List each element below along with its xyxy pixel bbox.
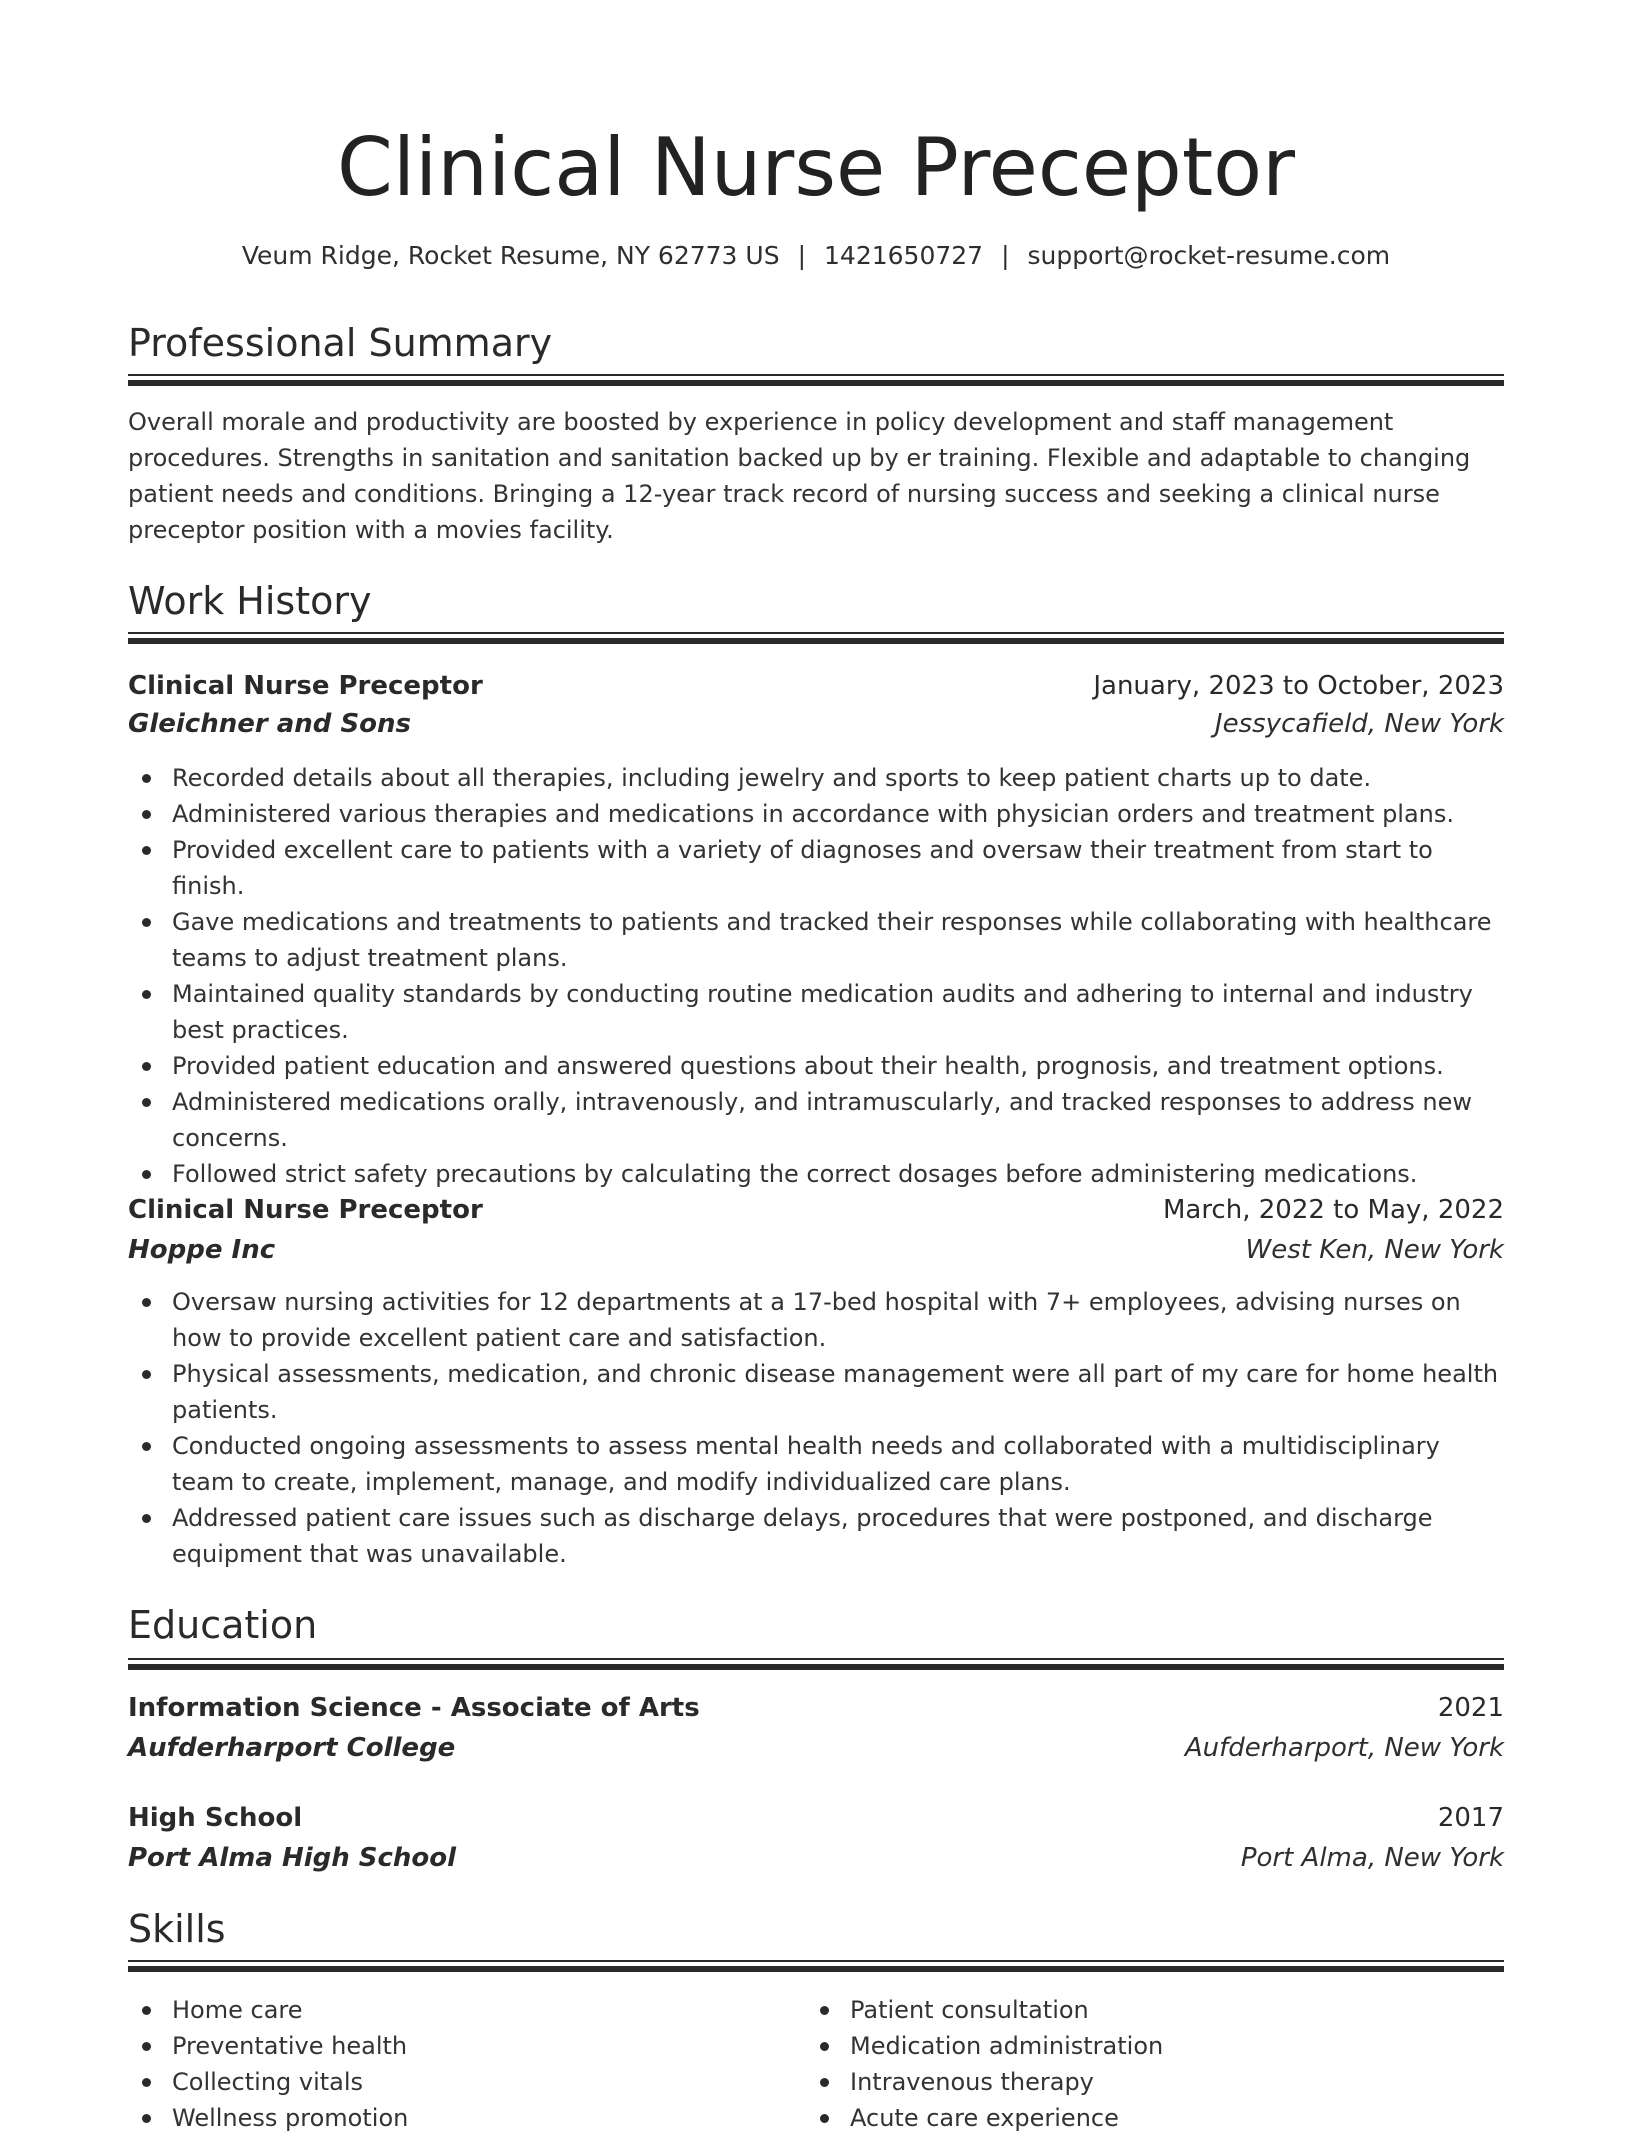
list-item: Gave medications and treatments to patients and tracked their responses while collaborating with healthcare teams to adjust treatment plans. [172, 904, 1504, 976]
section-divider [128, 374, 1504, 385]
job-location: West Ken, New York [1245, 1235, 1504, 1265]
section-title-summary: Professional Summary [128, 321, 553, 365]
job-bullet-list [128, 1284, 1504, 1572]
job-bullet-list [128, 760, 1504, 1192]
list-item: Provided patient education and answered questions about their health, prognosis, and treatment options. [172, 1048, 1504, 1084]
list-item: Maintained quality standards by conducting routine medication audits and adhering to internal and industry best practices. [172, 976, 1504, 1048]
list-item: Patient consultation [850, 1992, 1446, 2028]
section-title-work: Work History [128, 579, 372, 623]
job-dates: March, 2022 to May, 2022 [1162, 1195, 1504, 1225]
education-subheader [128, 1840, 1504, 1876]
list-item: Preventative health [172, 2028, 768, 2064]
contact-line [128, 238, 1504, 274]
list-item: Physical assessments, medication, and chronic disease management were all part of my care for home health patients. [172, 1356, 1504, 1428]
summary-text: Overall morale and productivity are boosted by experience in policy development and staff management procedures. Strengths in sanitation and sanitation backed up by er training. Flexible and adaptable to changing patient needs and conditions. Bringing a 12-year track record of nursing success and seeking a clinical nurse preceptor position with a movies facility. [128, 408, 1471, 544]
list-item: Recorded details about all therapies, including jewelry and sports to keep patient charts up to date. [172, 760, 1504, 796]
job-role: Clinical Nurse Preceptor [128, 1195, 483, 1225]
list-item: Oversaw nursing activities for 12 departments at a 17-bed hospital with 7+ employees, advising nurses on how to provide excellent patient care and satisfaction. [172, 1284, 1504, 1356]
list-item: Home care [172, 1992, 768, 2028]
section-title-skills: Skills [128, 1907, 226, 1951]
job-subheader [128, 1232, 1504, 1268]
skills-column-1 [128, 1992, 768, 2136]
section-divider [128, 632, 1504, 643]
section-divider [128, 1960, 1504, 1971]
job-dates: January, 2023 to October, 2023 [1093, 671, 1504, 701]
contact-phone: 1421650727 [824, 241, 984, 270]
skills-column-2 [806, 1992, 1446, 2136]
education-school: Port Alma High School [128, 1843, 457, 1873]
contact-email: support@rocket-resume.com [1027, 241, 1391, 270]
list-item: Provided excellent care to patients with a variety of diagnoses and oversaw their treatment from start to finish. [172, 832, 1504, 904]
list-item: Conducted ongoing assessments to assess mental health needs and collaborated with a multidisciplinary team to create, implement, manage, and modify individualized care plans. [172, 1428, 1504, 1500]
education-degree: Information Science - Associate of Arts [128, 1693, 700, 1723]
education-year: 2021 [1437, 1693, 1504, 1723]
list-item: Administered various therapies and medications in accordance with physician orders and treatment plans. [172, 796, 1504, 832]
list-item: Acute care experience [850, 2100, 1446, 2136]
list-item: Addressed patient care issues such as discharge delays, procedures that were postponed, and discharge equipment that was unavailable. [172, 1500, 1504, 1572]
job-header [128, 668, 1504, 704]
contact-address: Veum Ridge, Rocket Resume, NY 62773 US [241, 241, 780, 270]
education-header [128, 1800, 1504, 1836]
education-subheader [128, 1730, 1504, 1766]
contact-separator: | [797, 241, 807, 270]
list-item: Medication administration [850, 2028, 1446, 2064]
candidate-name: Clinical Nurse Preceptor [336, 121, 1296, 214]
list-item: Followed strict safety precautions by calculating the correct dosages before administering medications. [172, 1156, 1504, 1192]
education-year: 2017 [1437, 1803, 1504, 1833]
job-location: Jessycafield, New York [1214, 709, 1504, 739]
contact-separator: | [1001, 241, 1010, 270]
list-item: Intravenous therapy [850, 2064, 1446, 2100]
education-location: Port Alma, New York [1240, 1843, 1504, 1873]
education-header [128, 1690, 1504, 1726]
job-role: Clinical Nurse Preceptor [128, 671, 483, 701]
job-subheader [128, 706, 1504, 742]
list-item: Wellness promotion [172, 2100, 768, 2136]
job-company: Hoppe Inc [128, 1235, 276, 1265]
section-title-education: Education [128, 1603, 318, 1647]
section-divider [128, 1658, 1504, 1669]
education-degree: High School [128, 1803, 303, 1833]
job-header [128, 1192, 1504, 1228]
education-school: Aufderharport College [128, 1733, 456, 1763]
list-item: Administered medications orally, intravenously, and intramuscularly, and tracked responses to address new concerns. [172, 1084, 1504, 1156]
education-location: Aufderharport, New York [1184, 1733, 1504, 1763]
list-item: Collecting vitals [172, 2064, 768, 2100]
job-company: Gleichner and Sons [128, 709, 412, 739]
